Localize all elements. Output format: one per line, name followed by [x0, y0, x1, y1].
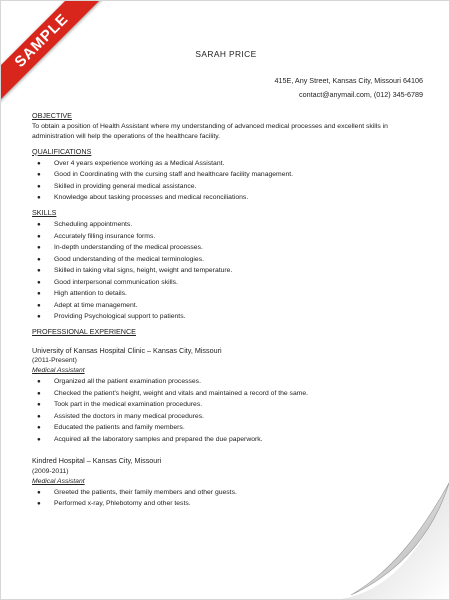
experience-title: PROFESSIONAL EXPERIENCE [32, 326, 136, 336]
contact-block [275, 74, 423, 102]
list-item: ● Knowledge about tasking processes and medical reconciliations. [32, 192, 432, 204]
list-item: ● Providing Psychological support to patients. [32, 311, 432, 323]
bullet-icon: ● [37, 290, 41, 298]
qualifications-list [32, 158, 432, 204]
job-dates: (2011-Present) [32, 357, 77, 365]
objective-text: To obtain a position of Health Assistant where my understanding of advanced medical processes and excellent skills in administration will help the operations of the healthcare facility. [32, 123, 388, 141]
job-role: Medical Assistant [32, 477, 85, 485]
bullet-icon: ● [37, 500, 41, 508]
job-role: Medical Assistant [32, 367, 85, 375]
job-employer: University of Kansas Hospital Clinic – Kansas City, Missouri [32, 345, 222, 355]
list-item: ● Adept at time management. [32, 300, 432, 312]
bullet-icon: ● [37, 278, 41, 286]
bullet-icon: ● [37, 412, 41, 420]
list-item: ● High attention to details. [32, 288, 432, 300]
bullet-icon: ● [37, 435, 41, 443]
list-item: ● Skilled in taking vital signs, height, weight and temperature. [32, 265, 432, 277]
bullet-icon: ● [37, 301, 41, 309]
list-item: ● Educated the patients and family members. [32, 422, 432, 434]
job-employer: Kindred Hospital – Kansas City, Missouri [32, 456, 162, 466]
list-item: ● Took part in the medical examination procedures. [32, 399, 432, 411]
bullet-icon: ● [37, 424, 41, 432]
list-item: ● Assisted the doctors in many medical procedures. [32, 411, 432, 423]
candidate-name: SARAH PRICE [195, 49, 257, 59]
bullet-icon: ● [37, 171, 41, 179]
list-item: ● Skilled in providing general medical assistance. [32, 181, 432, 193]
bullet-icon: ● [37, 255, 41, 263]
bullet-icon: ● [37, 267, 41, 275]
page-curl-icon [341, 481, 449, 599]
list-item: ● Accurately filling insurance forms. [32, 231, 432, 243]
address-line: 415E, Any Street, Kansas City, Missouri 64106 [274, 76, 423, 85]
list-item: ● Good interpersonal communication skills. [32, 277, 432, 289]
list-item: ● Checked the patient's height, weight and vitals and maintained a record of the same. [32, 388, 432, 400]
skills-list [32, 219, 432, 323]
list-item: ● Good in Coordinating with the cursing staff and healthcare facility management. [32, 169, 432, 181]
qualifications-title: QUALIFICATIONS [32, 146, 92, 156]
objective-title: OBJECTIVE [32, 111, 72, 120]
list-item: ● Good understanding of the medical terminologies. [32, 254, 432, 266]
bullet-icon: ● [37, 244, 41, 252]
bullet-icon: ● [37, 194, 41, 202]
bullet-icon: ● [37, 401, 41, 409]
bullet-icon: ● [37, 182, 41, 190]
sample-ribbon: SAMPLE [0, 0, 104, 103]
bullet-icon: ● [37, 389, 41, 397]
bullet-icon: ● [37, 232, 41, 240]
list-item: ● Acquired all the laboratory samples and prepared the due paperwork. [32, 434, 432, 446]
bullet-icon: ● [37, 488, 41, 496]
bullet-icon: ● [37, 221, 41, 229]
bullet-icon: ● [37, 313, 41, 321]
list-item: ● Scheduling appointments. [32, 219, 432, 231]
job-dates: (2009-2011) [32, 467, 69, 475]
list-item: ● Organized all the patient examination processes. [32, 376, 432, 388]
job-duties-list [32, 376, 432, 445]
contact-line: contact@anymail.com, (012) 345-6789 [299, 90, 423, 99]
bullet-icon: ● [37, 378, 41, 386]
list-item: ● Over 4 years experience working as a Medical Assistant. [32, 158, 432, 170]
list-item: ● In-depth understanding of the medical processes. [32, 242, 432, 254]
resume-content [32, 111, 432, 514]
bullet-icon: ● [37, 159, 41, 167]
list-item: ● Greeted the patients, their family members and other guests. [32, 487, 432, 499]
skills-title: SKILLS [32, 207, 57, 217]
list-item: ● Performed x-ray, Phlebotomy and other tests. [32, 498, 432, 510]
